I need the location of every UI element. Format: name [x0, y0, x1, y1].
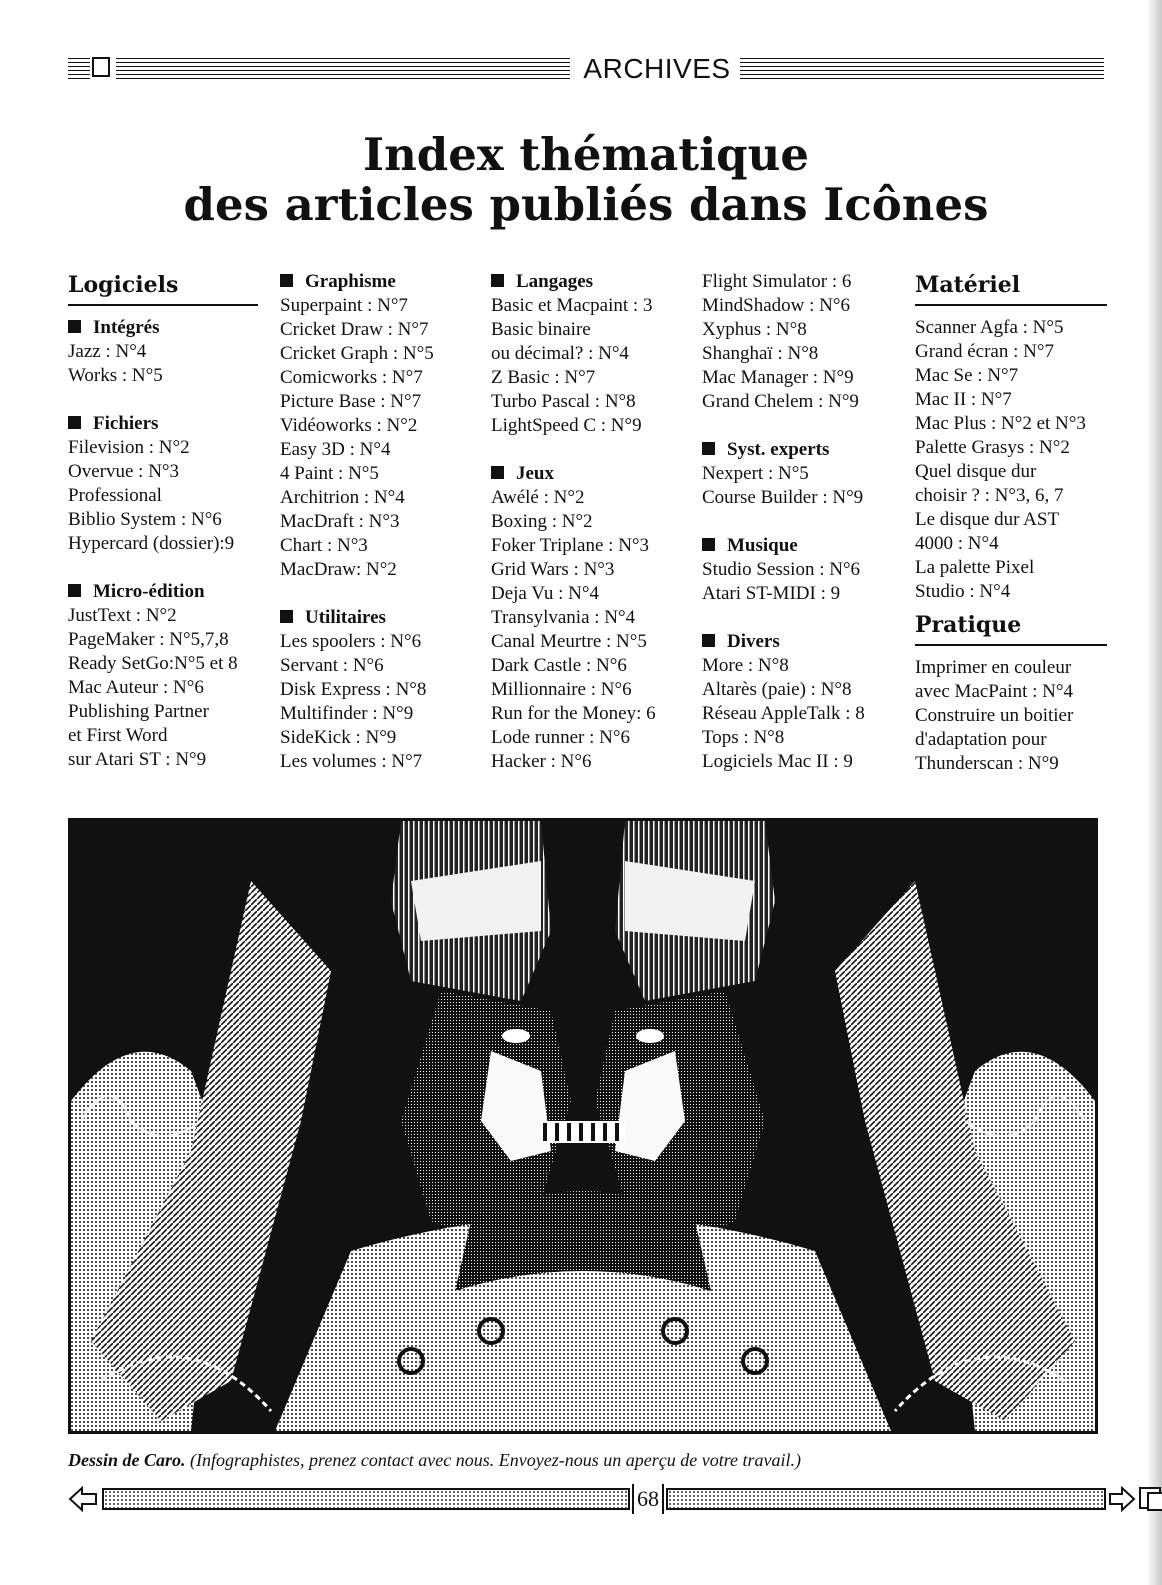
index-entry: MacDraft : N°3	[280, 511, 400, 532]
index-entry: Flight Simulator : 6	[702, 271, 852, 292]
index-entry: LightSpeed C : N°9	[491, 415, 642, 436]
index-entry: JustText : N°2	[68, 605, 177, 626]
index-entry: d'adaptation pour	[915, 729, 1047, 750]
index-entry: Palette Grasys : N°2	[915, 437, 1070, 458]
index-column-3	[491, 270, 691, 774]
index-column-4	[702, 270, 902, 774]
mirrored-face-illustration	[71, 821, 1095, 1431]
index-entry: Grand Chelem : N°9	[702, 391, 859, 412]
index-entry: MacDraw: N°2	[280, 559, 397, 580]
section-heading: Musique	[702, 534, 902, 558]
index-entry: 4 Paint : N°5	[280, 463, 379, 484]
index-entry: Mac II : N°7	[915, 389, 1012, 410]
index-entry: Mac Plus : N°2 et N°3	[915, 413, 1086, 434]
section-header-bar	[68, 52, 1104, 86]
index-entry: Publishing Partner	[68, 701, 209, 722]
category-heading-pratique: Pratique	[915, 610, 1107, 646]
header-stripes	[740, 58, 1104, 80]
bullet-square-icon	[491, 466, 504, 479]
index-column-5	[915, 270, 1107, 776]
index-column-2	[280, 270, 480, 774]
index-entry: Picture Base : N°7	[280, 391, 422, 412]
index-entry: avec MacPaint : N°4	[915, 681, 1073, 702]
index-entry: Mac Auteur : N°6	[68, 677, 204, 698]
bullet-square-icon	[68, 584, 81, 597]
bullet-square-icon	[280, 610, 293, 623]
index-entry: Basic binaire	[491, 319, 591, 340]
index-entry: Disk Express : N°8	[280, 679, 427, 700]
index-entry: Professional	[68, 485, 162, 506]
index-entry: Z Basic : N°7	[491, 367, 596, 388]
index-entry: More : N°8	[702, 655, 789, 676]
index-entry: Multifinder : N°9	[280, 703, 414, 724]
category-heading-materiel: Matériel	[915, 270, 1107, 306]
index-entry: Construire un boitier	[915, 705, 1074, 726]
page-title	[68, 130, 1104, 230]
caption-credit: Dessin de Caro.	[68, 1450, 186, 1470]
index-entry: 4000 : N°4	[915, 533, 999, 554]
page-number: 68	[632, 1484, 664, 1514]
index-entry: Réseau AppleTalk : 8	[702, 703, 865, 724]
index-entry: Chart : N°3	[280, 535, 368, 556]
index-entry: sur Atari ST : N°9	[68, 749, 207, 770]
index-entry: Vidéoworks : N°2	[280, 415, 418, 436]
index-entry: MindShadow : N°6	[702, 295, 850, 316]
page-footer-bar	[68, 1484, 1104, 1514]
index-entry: Tops : N°8	[702, 727, 785, 748]
index-entry: Studio Session : N°6	[702, 559, 861, 580]
index-entry: Le disque dur AST	[915, 509, 1060, 530]
index-entry: Nexpert : N°5	[702, 463, 809, 484]
index-entry: La palette Pixel	[915, 557, 1035, 578]
pages-icon[interactable]	[1138, 1486, 1162, 1512]
index-entry: Filevision : N°2	[68, 437, 190, 458]
index-entry: Cricket Graph : N°5	[280, 343, 434, 364]
section-heading: Divers	[702, 630, 902, 654]
index-entry: Grid Wars : N°3	[491, 559, 615, 580]
section-label: ARCHIVES	[583, 53, 731, 84]
index-entry: Atari ST-MIDI : 9	[702, 583, 841, 604]
illustration-frame	[68, 818, 1098, 1434]
index-entry: Course Builder : N°9	[702, 487, 864, 508]
index-entry: Awélé : N°2	[491, 487, 585, 508]
index-entry: Deja Vu : N°4	[491, 583, 599, 604]
section-heading: Graphisme	[280, 270, 480, 294]
bullet-square-icon	[702, 442, 715, 455]
index-entry: Shanghaï : N°8	[702, 343, 819, 364]
index-entry: Foker Triplane : N°3	[491, 535, 650, 556]
section-heading: Utilitaires	[280, 606, 480, 630]
header-window-box	[92, 57, 110, 77]
section-heading: Fichiers	[68, 412, 258, 436]
index-entry: SideKick : N°9	[280, 727, 397, 748]
index-entry: Lode runner : N°6	[491, 727, 630, 748]
header-stripes	[68, 58, 90, 80]
bullet-square-icon	[491, 274, 504, 287]
index-entry: Logiciels Mac II : 9	[702, 751, 853, 772]
figure-caption	[68, 1448, 1104, 1472]
index-entry: Jazz : N°4	[68, 341, 147, 362]
index-entry: Servant : N°6	[280, 655, 384, 676]
index-entry: PageMaker : N°5,7,8	[68, 629, 229, 650]
index-entry: Canal Meurtre : N°5	[491, 631, 647, 652]
arrow-left-icon[interactable]	[68, 1486, 98, 1512]
index-entry: ou décimal? : N°4	[491, 343, 629, 364]
index-entry: Les volumes : N°7	[280, 751, 423, 772]
index-entry: Thunderscan : N°9	[915, 753, 1059, 774]
index-entry: Overvue : N°3	[68, 461, 180, 482]
index-column-1	[68, 270, 258, 772]
index-entry: Boxing : N°2	[491, 511, 593, 532]
index-entry: Biblio System : N°6	[68, 509, 222, 530]
index-entry: Dark Castle : N°6	[491, 655, 627, 676]
bullet-square-icon	[702, 538, 715, 551]
category-heading-logiciels: Logiciels	[68, 270, 258, 306]
index-entry: Scanner Agfa : N°5	[915, 317, 1064, 338]
index-entry: Millionnaire : N°6	[491, 679, 632, 700]
index-entry: Imprimer en couleur	[915, 657, 1072, 678]
index-entry: Les spoolers : N°6	[280, 631, 422, 652]
scroll-track-right	[666, 1488, 1106, 1510]
index-entry: Comicworks : N°7	[280, 367, 423, 388]
index-entry: Superpaint : N°7	[280, 295, 408, 316]
index-entry: Works : N°5	[68, 365, 163, 386]
arrow-right-icon[interactable]	[1108, 1486, 1136, 1512]
page-edge-shadow	[1148, 0, 1162, 1585]
bullet-square-icon	[68, 320, 81, 333]
index-entry: Altarès (paie) : N°8	[702, 679, 852, 700]
index-entry: Architrion : N°4	[280, 487, 405, 508]
bullet-square-icon	[702, 634, 715, 647]
section-heading: Micro-édition	[68, 580, 258, 604]
index-entry: Transylvania : N°4	[491, 607, 636, 628]
index-entry: Basic et Macpaint : 3	[491, 295, 653, 316]
index-entry: Grand écran : N°7	[915, 341, 1054, 362]
index-entry: Quel disque dur	[915, 461, 1037, 482]
section-heading: Langages	[491, 270, 691, 294]
title-line-2: des articles publiés dans Icônes	[183, 178, 989, 231]
index-entry: Studio : N°4	[915, 581, 1011, 602]
index-entry: Mac Manager : N°9	[702, 367, 854, 388]
index-entry: Cricket Draw : N°7	[280, 319, 429, 340]
header-stripes	[116, 58, 570, 80]
section-heading: Jeux	[491, 462, 691, 486]
index-entry: Xyphus : N°8	[702, 319, 807, 340]
section-heading: Syst. experts	[702, 438, 902, 462]
bullet-square-icon	[280, 274, 293, 287]
title-line-1: Index thématique	[363, 128, 809, 181]
index-entry: Ready SetGo:N°5 et 8	[68, 653, 238, 674]
index-entry: Easy 3D : N°4	[280, 439, 391, 460]
index-entry: choisir ? : N°3, 6, 7	[915, 485, 1064, 506]
caption-text: (Infographistes, prenez contact avec nous. Envoyez-nous un aperçu de votre travail.)	[185, 1450, 802, 1470]
index-entry: et First Word	[68, 725, 168, 746]
index-entry: Run for the Money: 6	[491, 703, 656, 724]
index-entry: Mac Se : N°7	[915, 365, 1019, 386]
bullet-square-icon	[68, 416, 81, 429]
scroll-track-left	[102, 1488, 630, 1510]
section-heading: Intégrés	[68, 316, 258, 340]
index-entry: Turbo Pascal : N°8	[491, 391, 636, 412]
index-entry: Hacker : N°6	[491, 751, 592, 772]
index-entry: Hypercard (dossier):9	[68, 533, 235, 554]
